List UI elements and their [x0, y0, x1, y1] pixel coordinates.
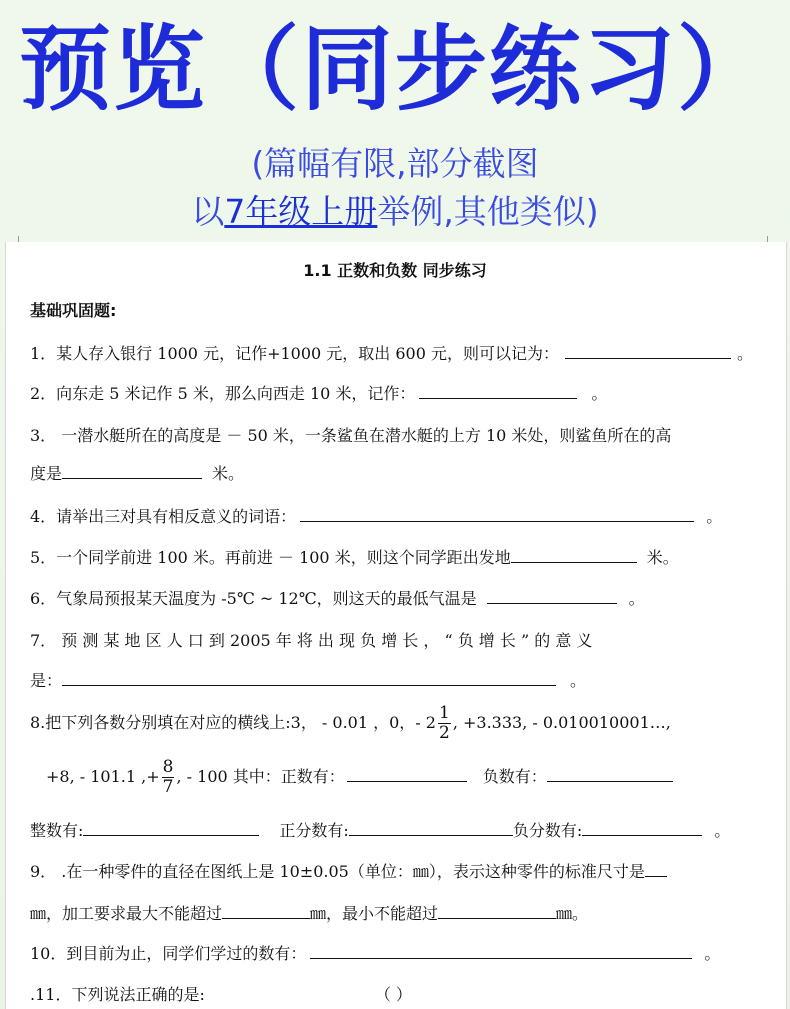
- question-text: 1．某人存入银行 1000 元，记作+1000 元，取出 600 元，则可以记为：: [30, 344, 559, 363]
- question-end: 。: [704, 944, 721, 963]
- question-9-line1: [30, 859, 667, 882]
- question-text: 4．请举出三对具有相反意义的词语：: [30, 507, 297, 526]
- fraction-one-half: [438, 704, 451, 743]
- answer-blank: [62, 671, 556, 686]
- question-text: 度是: [30, 464, 63, 483]
- max-blank: [222, 904, 310, 919]
- answer-blank: [645, 862, 667, 877]
- banner-subtitle-line2: [0, 186, 790, 233]
- integer-label: 整数有:: [30, 821, 84, 840]
- answer-blank: [419, 384, 577, 399]
- answer-parentheses: （ ）: [374, 985, 412, 1004]
- fraction-denominator: 7: [162, 777, 174, 797]
- answer-blank: [487, 589, 617, 604]
- question-6: [30, 586, 645, 609]
- section-heading: 基础巩固题:: [30, 301, 117, 320]
- question-end: ㎜。: [556, 904, 589, 923]
- min-blank: [438, 904, 556, 919]
- question-text: 2．向东走 5 米记作 5 米，那么向西走 10 米，记作：: [30, 384, 416, 403]
- question-7-line2: [30, 668, 586, 691]
- question-text: ㎜，加工要求最大不能超过: [30, 904, 223, 923]
- question-text: 9． .在一种零件的直径在图纸上是 10±0.05（单位：㎜），表示这种零件的标准尺寸是: [30, 862, 645, 881]
- fraction-numerator: 8: [162, 757, 174, 777]
- question-end: 米。: [646, 548, 679, 567]
- question-text: 8.把下列各数分别填在对应的横线上:3， - 0.01 ，0，- 2: [30, 713, 436, 732]
- question-text: .11．下列说法正确的是:: [30, 985, 205, 1004]
- positive-numbers-blank: [347, 767, 467, 782]
- fraction-denominator: 2: [438, 723, 450, 743]
- question-text: ㎜，最小不能超过: [310, 904, 439, 923]
- subtitle-suffix: 举例,其他类似): [377, 192, 599, 231]
- question-text: , - 100 其中：正数有：: [176, 767, 345, 786]
- banner-subtitle-line1: (篇幅有限,部分截图: [251, 144, 539, 183]
- document-title: 1.1 正数和负数 同步练习: [303, 261, 487, 280]
- question-text: 是：: [30, 671, 63, 690]
- question-3-line2: [30, 461, 244, 484]
- banner-title: 预览（同步练习）: [18, 16, 771, 123]
- question-8-line3: [30, 818, 730, 841]
- positive-fraction-label: 正分数有:: [279, 821, 349, 840]
- question-text: 6．气象局预报某天温度为 -5℃ ~ 12℃，则这天的最低气温是: [30, 589, 477, 608]
- question-1: [30, 341, 753, 364]
- question-end: 。: [570, 671, 587, 690]
- question-end: 。: [706, 507, 723, 526]
- negative-numbers-blank: [547, 767, 673, 782]
- question-text: +8, - 101.1 ,+: [46, 767, 160, 786]
- question-7-line1: 7． 预 测 某 地 区 人 口 到 2005 年 将 出 现 负 增 长 ， “ 负 增 长 ” 的 意 义: [30, 631, 593, 650]
- question-end: 米。: [212, 464, 245, 483]
- question-end: 。: [628, 589, 645, 608]
- negative-fractions-blank: [582, 821, 702, 836]
- answer-blank: [565, 344, 731, 359]
- fraction-numerator: 1: [438, 703, 450, 723]
- subtitle-grade-link: 7年级上册: [224, 192, 378, 231]
- question-4: [30, 504, 722, 527]
- preview-banner: [0, 0, 790, 240]
- negative-label: 负数有：: [482, 767, 547, 786]
- question-3-line1: 3． 一潜水艇所在的高度是 － 50 米，一条鲨鱼在潜水艇的上方 10 米处，则鲨鱼所在的高: [30, 426, 672, 445]
- positive-fractions-blank: [349, 821, 513, 836]
- question-text: 5．一个同学前进 100 米。再前进 － 100 米，则这个同学距出发地: [30, 548, 511, 567]
- question-11: [30, 982, 412, 1005]
- question-9-line2: [30, 901, 588, 924]
- question-5: [30, 545, 679, 568]
- answer-blank: [511, 548, 637, 563]
- question-text: , +3.333, - 0.010010001…,: [452, 713, 671, 732]
- question-2: [30, 381, 607, 404]
- answer-blank: [310, 944, 692, 959]
- question-end: 。: [737, 344, 754, 363]
- question-8-line2: [46, 758, 673, 797]
- question-8-line1: [30, 704, 671, 743]
- question-end: 。: [591, 384, 608, 403]
- question-end: 。: [714, 821, 731, 840]
- subtitle-prefix: 以: [191, 192, 225, 231]
- question-10: [30, 941, 720, 964]
- answer-blank: [300, 507, 694, 522]
- negative-fraction-label: 负分数有:: [512, 821, 583, 840]
- answer-blank: [62, 464, 202, 479]
- question-text: 10．到目前为止，同学们学过的数有：: [30, 944, 307, 963]
- fraction-eight-sevenths: [162, 758, 175, 797]
- integers-blank: [83, 821, 259, 836]
